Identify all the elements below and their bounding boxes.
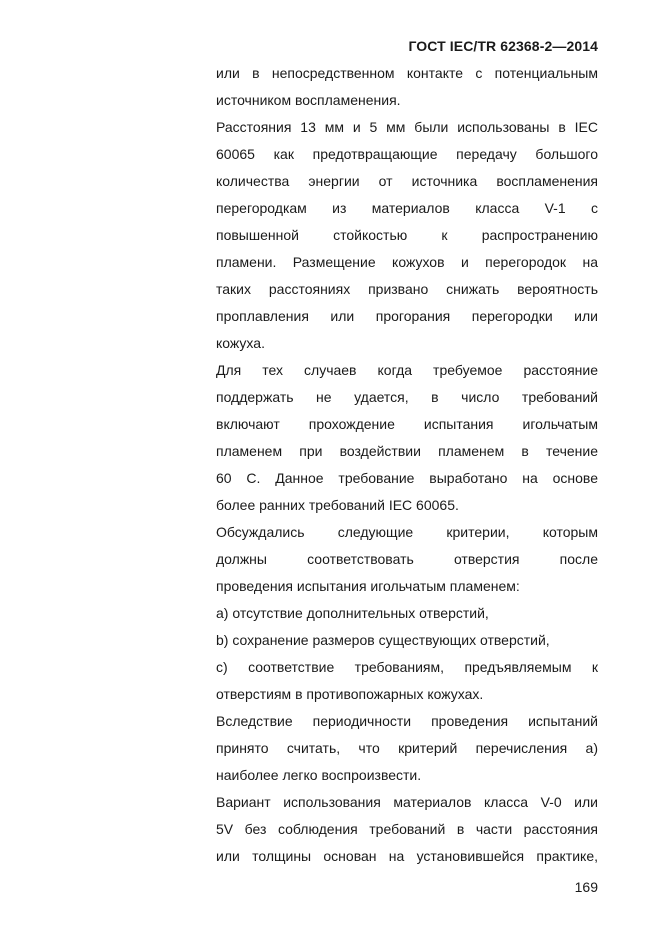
text-line: отверстиям в противопожарных кожухах.	[216, 686, 484, 702]
text-line: должны соответствовать отверстия после	[216, 551, 598, 567]
text-line: пламенем при воздействии пламенем в течение	[216, 443, 598, 459]
text-line: Вариант использования материалов класса V-0 или	[216, 794, 598, 810]
text-line: повышенной стойкостью к распространению	[216, 227, 598, 243]
text-line: проведения испытания игольчатым пламенем:	[216, 578, 520, 594]
text-line: b) сохранение размеров существующих отверстий,	[216, 632, 550, 648]
text-line: принято считать, что критерий перечисления а)	[216, 740, 598, 756]
text-line: или в непосредственном контакте с потенциальным	[216, 65, 598, 81]
text-line: 60 С. Данное требование выработано на основе	[216, 470, 598, 486]
text-line: включают прохождение испытания игольчатым	[216, 416, 598, 432]
list-item-c	[216, 654, 598, 708]
text-line: Обсуждались следующие критерии, которым	[216, 524, 598, 540]
paragraph-6	[216, 789, 598, 870]
text-line: Для тех случаев когда требуемое расстояние	[216, 362, 598, 378]
list-item-a	[216, 600, 598, 627]
text-line: таких расстояниях призвано снижать вероятность	[216, 281, 598, 297]
text-line: или толщины основан на установившейся практике,	[216, 848, 598, 864]
text-line: поддержать не удается, в число требований	[216, 389, 598, 405]
text-line: кожуха.	[216, 335, 265, 351]
text-line: наиболее легко воспроизвести.	[216, 767, 422, 783]
paragraph-3	[216, 357, 598, 519]
paragraph-4	[216, 519, 598, 600]
text-line: более ранних требований IEC 60065.	[216, 497, 459, 513]
text-line: 5V без соблюдения требований в части расстояния	[216, 821, 598, 837]
list-item-b	[216, 627, 598, 654]
text-line: с) соответствие требованиям, предъявляемым к	[216, 659, 598, 675]
text-line: источником воспламенения.	[216, 92, 401, 108]
document-header: ГОСТ IEC/TR 62368-2—2014	[408, 38, 598, 54]
text-line: количества энергии от источника воспламенения	[216, 173, 598, 189]
paragraph-1	[216, 60, 598, 114]
text-line: перегородкам из материалов класса V-1 с	[216, 200, 598, 216]
text-line: проплавления или прогорания перегородки или	[216, 308, 598, 324]
text-line: 60065 как предотвращающие передачу большого	[216, 146, 598, 162]
text-line: Расстояния 13 мм и 5 мм были использованы в IEC	[216, 119, 598, 135]
paragraph-5	[216, 708, 598, 789]
paragraph-2	[216, 114, 598, 357]
text-line: пламени. Размещение кожухов и перегородок на	[216, 254, 598, 270]
document-body	[216, 60, 598, 870]
page-number: 169	[574, 879, 598, 895]
text-line: Вследствие периодичности проведения испытаний	[216, 713, 598, 729]
text-line: а) отсутствие дополнительных отверстий,	[216, 605, 489, 621]
